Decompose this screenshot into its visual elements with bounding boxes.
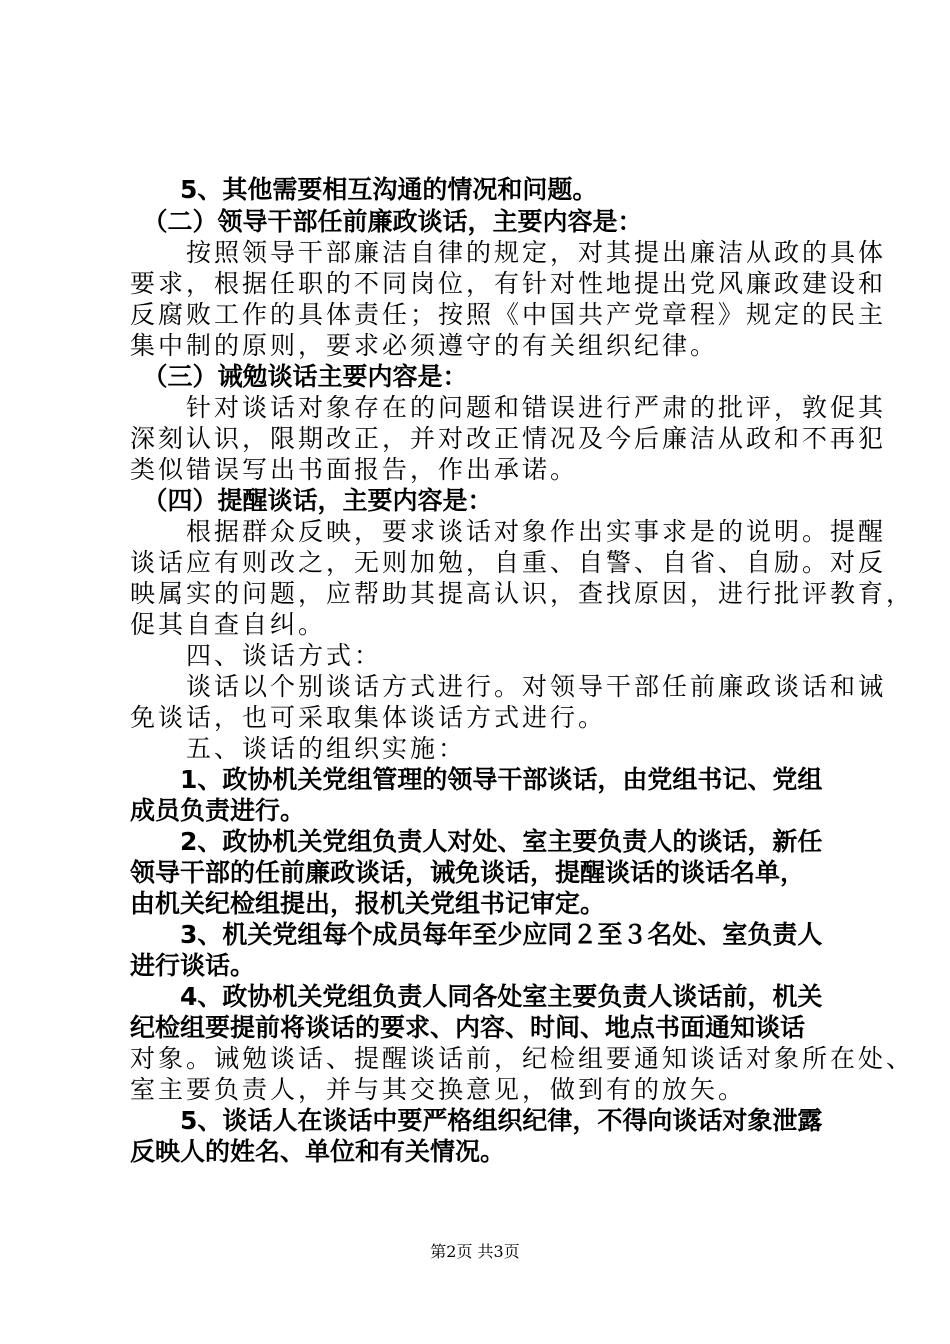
text-line: 促其自查自纠。 (130, 610, 327, 639)
section-heading: 四、谈话方式： (130, 641, 383, 670)
section-heading: （四）提醒谈话，主要内容是： (130, 486, 493, 515)
text-line: 免谈话，也可采取集体谈话方式进行。 (130, 703, 607, 732)
text-line: 映属实的问题，应帮助其提高认识，查找原因，进行批评教育， (130, 579, 915, 608)
section-heading: 五、谈话的组织实施： (130, 734, 467, 763)
text-line: 谈话以个别谈话方式进行。对领导干部任前廉政谈话和诫 (130, 672, 887, 701)
text-line: 室主要负责人，并与其交换意见，做到有的放矢。 (130, 1075, 747, 1104)
text-line: 1、政协机关党组管理的领导干部谈话，由党组书记、党组 (130, 765, 823, 794)
text-line: 领导干部的任前廉政谈话，诫免谈话，提醒谈话的谈话名单， (130, 858, 806, 887)
text-line: 集中制的原则，要求必须遵守的有关组织纪律。 (130, 331, 719, 360)
text-line: 按照领导干部廉洁自律的规定，对其提出廉洁从政的具体 (130, 238, 887, 267)
page-number-footer: 第2页 共3页 (430, 1242, 520, 1261)
text-line: 类似错误写出书面报告，作出承诺。 (130, 455, 579, 484)
text-line: 由机关纪检组提出，报机关党组书记审定。 (130, 889, 606, 918)
text-line: 3、机关党组每个成员每年至少应同２至３名处、室负责人 (130, 920, 823, 949)
text-line: 进行谈话。 (130, 951, 256, 980)
text-line: 纪检组要提前将谈话的要求、内容、时间、地点书面通知谈话 (130, 1013, 806, 1042)
text-line: 谈话应有则改之，无则加勉，自重、自警、自省、自励。对反 (130, 548, 887, 577)
text-line: 根据群众反映，要求谈话对象作出实事求是的说明。提醒 (130, 517, 887, 546)
section-heading: （三）诫勉谈话主要内容是： (130, 362, 468, 391)
text-line: 2、政协机关党组负责人对处、室主要负责人的谈话，新任 (130, 827, 823, 856)
text-line: 针对谈话对象存在的问题和错误进行严肃的批评，敦促其 (130, 393, 887, 422)
text-line: 对象。诫勉谈话、提醒谈话前，纪检组要通知谈话对象所在处、 (130, 1044, 915, 1073)
text-line: 深刻认识，限期改正，并对改正情况及今后廉洁从政和不再犯 (130, 424, 887, 453)
text-line: 反映人的姓名、单位和有关情况。 (130, 1137, 506, 1166)
section-heading: （二）领导干部任前廉政谈话，主要内容是： (130, 207, 643, 236)
text-line: 要求，根据任职的不同岗位，有针对性地提出党风廉政建设和 (130, 269, 887, 298)
text-line: 5、其他需要相互沟通的情况和问题。 (130, 175, 598, 204)
text-line: 5、谈话人在谈话中要严格组织纪律，不得向谈话对象泄露 (130, 1106, 823, 1135)
text-line: 成员负责进行。 (130, 796, 306, 825)
text-line: 4、政协机关党组负责人同各处室主要负责人谈话前，机关 (130, 982, 823, 1011)
text-line: 反腐败工作的具体责任；按照《中国共产党章程》规定的民主 (130, 300, 887, 329)
